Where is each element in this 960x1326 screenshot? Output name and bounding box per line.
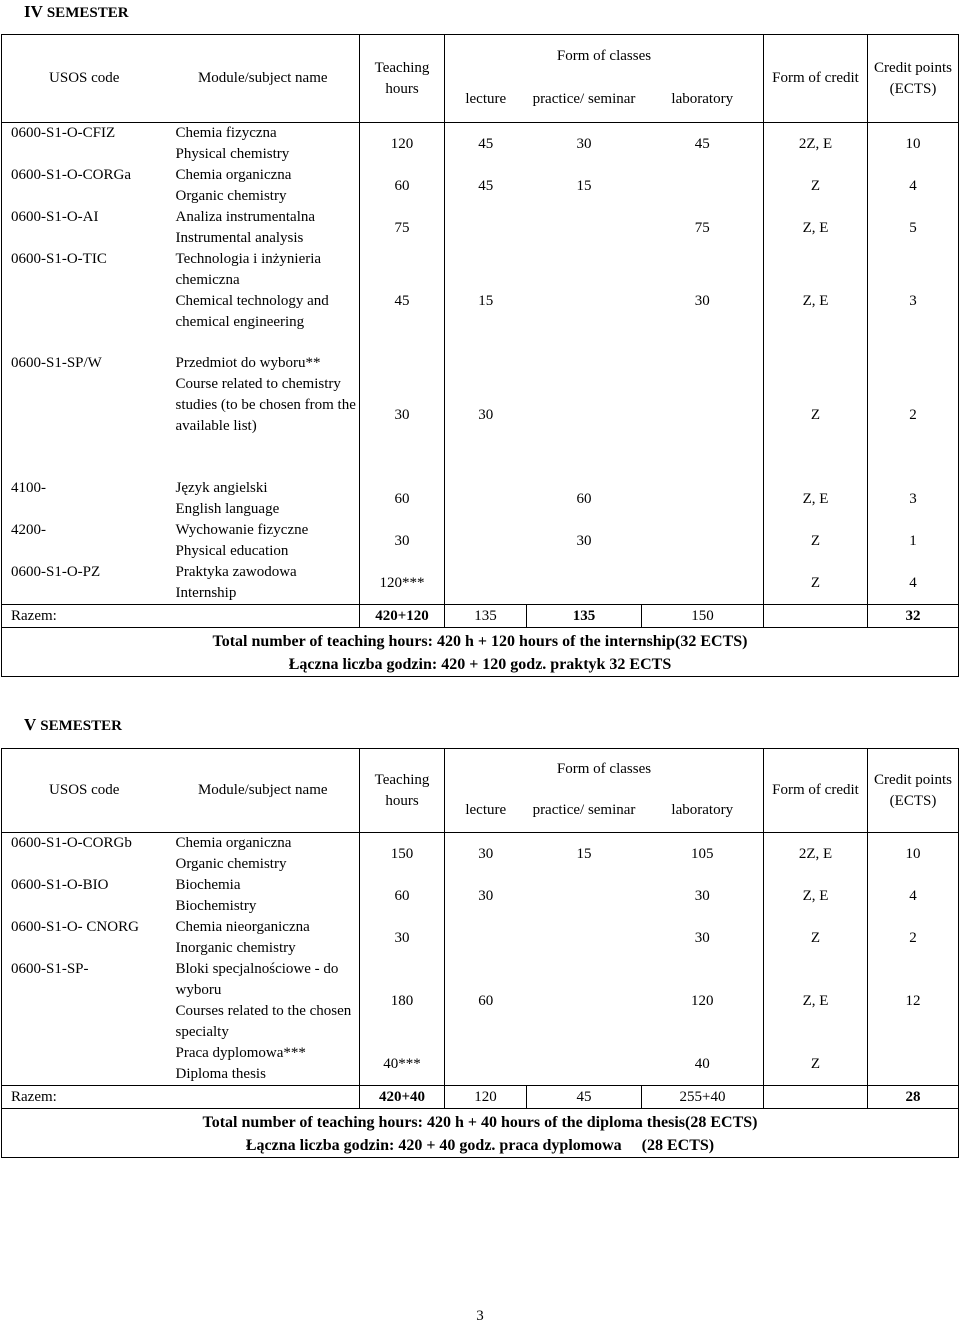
course-name-en: Instrumental analysis (175, 230, 304, 246)
course-lecture (445, 562, 527, 605)
course-hours: 75 (360, 207, 445, 249)
header-teaching-hours: Teaching hours (360, 749, 445, 833)
course-practice (527, 875, 642, 917)
razem-label: Razem: (2, 1086, 360, 1109)
page-number: 3 (476, 1308, 484, 1324)
course-lab (642, 562, 764, 605)
course-practice (527, 917, 642, 959)
course-code: 0600-S1-O-CFIZ (2, 123, 167, 166)
course-hours: 120 (360, 123, 445, 166)
course-practice (527, 207, 642, 249)
course-lecture (445, 917, 527, 959)
header-form-of-credit: Form of credit (764, 749, 868, 833)
course-credit: Z, E (764, 478, 868, 520)
course-name-en: Internship (175, 585, 237, 601)
course-code: 0600-S1-O-AI (2, 207, 167, 249)
course-name-en: English language (175, 501, 280, 517)
course-lab: 105 (642, 833, 764, 876)
total-hours-en: Total number of teaching hours: 420 h + 40 hours of the diploma thesis(28 ECTS) (2, 1109, 959, 1135)
header-lecture: lecture (445, 789, 527, 833)
razem-lecture: 120 (445, 1086, 527, 1109)
course-row (2, 833, 959, 876)
course-lab: 75 (694, 219, 710, 236)
course-row (2, 353, 959, 478)
course-code: 0600-S1-O-BIO (2, 875, 167, 917)
course-lecture (445, 478, 527, 520)
semester-4-table (1, 34, 959, 677)
header-form-of-classes: Form of classes (445, 749, 764, 790)
course-hours: 40*** (360, 1043, 445, 1086)
course-name-pl: Przedmiot do wyboru** (175, 355, 321, 371)
course-hours: 60 (360, 875, 445, 917)
course-name-en: Physical education (175, 543, 289, 559)
razem-practice: 135 (527, 605, 642, 628)
course-name-pl: Praktyka zawodowa (175, 564, 297, 580)
header-usos-code: USOS code (2, 749, 167, 833)
course-code (2, 1043, 167, 1086)
course-row (2, 249, 959, 353)
course-name (167, 875, 360, 917)
course-lab (642, 520, 764, 562)
header-ects: Credit points (ECTS) (868, 749, 959, 833)
semester-4-title (24, 2, 129, 22)
razem-lab: 150 (642, 605, 764, 628)
course-credit: Z, E (764, 875, 868, 917)
course-name (167, 562, 360, 605)
course-name-pl: Technologia i inżynieria chemiczna (175, 251, 322, 288)
course-credit: Z (764, 520, 868, 562)
course-practice: 30 (576, 532, 592, 549)
razem-label: Razem: (2, 605, 360, 628)
course-lecture: 45 (445, 165, 527, 207)
course-credit: Z (764, 562, 868, 605)
header-ects: Credit points (ECTS) (868, 35, 959, 123)
course-credit: Z (764, 917, 868, 959)
course-name-en: Biochemistry (175, 898, 257, 914)
course-name-en: Diploma thesis (175, 1066, 266, 1082)
course-hours: 120*** (360, 562, 445, 605)
course-ects (868, 1043, 959, 1086)
razem-credit (764, 605, 868, 628)
course-ects: 2 (868, 917, 959, 959)
course-ects: 3 (868, 249, 959, 353)
razem-ects: 32 (868, 605, 959, 628)
course-name-en: Course related to chemistry studies (to be chosen from the available list) (175, 376, 356, 434)
course-row (2, 1043, 959, 1086)
course-name-pl: Wychowanie fizyczne (175, 522, 309, 538)
course-ects: 2 (868, 353, 959, 478)
course-name-en: Courses related to the chosen specialty (175, 1003, 352, 1040)
course-lab: 30 (694, 292, 710, 309)
course-ects: 4 (868, 875, 959, 917)
course-code: 0600-S1-O-CORGb (2, 833, 167, 876)
course-credit: Z (764, 353, 868, 478)
course-lab (642, 353, 764, 478)
total-hours-pl: Łączna liczba godzin: 420 + 40 godz. praca dyplomowa (28 ECTS) (2, 1134, 959, 1158)
course-lecture: 60 (445, 959, 527, 1043)
semester-5-title (24, 715, 122, 735)
semester-5-roman: V (24, 715, 36, 734)
razem-credit (764, 1086, 868, 1109)
course-name-pl: Chemia fizyczna (175, 125, 277, 141)
course-practice (527, 562, 642, 605)
course-name (167, 478, 360, 520)
course-credit: Z (764, 1043, 868, 1086)
course-name (167, 833, 360, 876)
course-hours: 150 (360, 833, 445, 876)
header-laboratory: laboratory (671, 802, 734, 818)
course-ects: 3 (868, 478, 959, 520)
course-hours: 30 (360, 520, 445, 562)
course-lecture (445, 1043, 527, 1086)
razem-practice: 45 (527, 1086, 642, 1109)
course-row (2, 478, 959, 520)
course-name-pl: Chemia nieorganiczna (175, 919, 310, 935)
course-code: 0600-S1-SP/W (2, 353, 167, 478)
course-name-en: Inorganic chemistry (175, 940, 296, 956)
course-row (2, 562, 959, 605)
course-practice: 30 (527, 123, 642, 166)
course-credit: Z (764, 165, 868, 207)
course-hours: 60 (360, 165, 445, 207)
course-name-en: Organic chemistry (175, 188, 287, 204)
course-ects: 12 (868, 959, 959, 1043)
course-name-pl: Chemia organiczna (175, 835, 292, 851)
course-ects: 4 (868, 562, 959, 605)
course-name (167, 249, 360, 353)
header-usos-code: USOS code (2, 35, 167, 123)
course-row (2, 165, 959, 207)
course-lecture (445, 207, 527, 249)
course-hours: 180 (360, 959, 445, 1043)
course-row (2, 959, 959, 1043)
course-name (167, 917, 360, 959)
course-credit: Z, E (764, 207, 868, 249)
course-name-pl: Język angielski (175, 480, 268, 496)
course-ects: 10 (868, 123, 959, 166)
header-module-name: Module/subject name (167, 749, 360, 833)
course-credit: Z, E (764, 959, 868, 1043)
course-ects: 4 (868, 165, 959, 207)
semester-4-roman: IV (24, 2, 43, 21)
course-name (167, 165, 360, 207)
course-name-pl: Chemia organiczna (175, 167, 292, 183)
course-hours: 30 (360, 353, 445, 478)
course-lecture: 30 (445, 875, 527, 917)
header-laboratory: laboratory (671, 91, 734, 107)
razem-lab: 255+40 (642, 1086, 764, 1109)
course-practice (527, 353, 642, 478)
course-lab: 120 (691, 992, 714, 1009)
course-lab (642, 165, 764, 207)
header-practice: practice/ seminar (532, 802, 636, 818)
course-name (167, 207, 360, 249)
header-module-name: Module/subject name (167, 35, 360, 123)
course-name-en: Physical chemistry (175, 146, 290, 162)
course-name-pl: Analiza instrumentalna (175, 209, 316, 225)
course-name (167, 1043, 360, 1086)
course-name (167, 123, 360, 166)
course-practice: 15 (576, 177, 592, 194)
header-teaching-hours: Teaching hours (360, 35, 445, 123)
course-row (2, 917, 959, 959)
course-ects: 10 (868, 833, 959, 876)
header-lecture: lecture (445, 77, 527, 123)
course-lab (642, 478, 764, 520)
razem-ects: 28 (868, 1086, 959, 1109)
course-name-pl: Bloki specjalnościowe - do wyboru (175, 961, 339, 998)
razem-lecture: 135 (445, 605, 527, 628)
course-credit: 2Z, E (764, 123, 868, 166)
course-hours: 30 (360, 917, 445, 959)
course-name-en: Chemical technology and chemical engineering (175, 293, 329, 330)
course-lab: 45 (642, 123, 764, 166)
course-code: 0600-S1-SP- (2, 959, 167, 1043)
course-code: 0600-S1-O-TIC (2, 249, 167, 353)
course-lab: 30 (694, 929, 710, 946)
razem-hours: 420+120 (360, 605, 445, 628)
total-hours-pl: Łączna liczba godzin: 420 + 120 godz. praktyk 32 ECTS (2, 653, 959, 677)
header-practice: practice/ seminar (532, 91, 636, 107)
course-ects: 5 (868, 207, 959, 249)
course-name-pl: Praca dyplomowa*** (175, 1045, 306, 1061)
course-credit: Z, E (764, 249, 868, 353)
course-name-en: Organic chemistry (175, 856, 287, 872)
course-code: 4100- (2, 478, 167, 520)
semester-4-word: SEMESTER (46, 5, 129, 21)
course-lab: 40 (694, 1055, 710, 1072)
semester-5-table (1, 748, 959, 1158)
course-practice: 60 (576, 490, 592, 507)
course-row (2, 207, 959, 249)
course-code: 0600-S1-O-CORGa (2, 165, 167, 207)
course-practice (527, 249, 642, 353)
course-credit: 2Z, E (764, 833, 868, 876)
course-name (167, 353, 360, 478)
course-name (167, 520, 360, 562)
header-form-of-credit: Form of credit (764, 35, 868, 123)
course-lecture: 30 (445, 833, 527, 876)
course-row (2, 520, 959, 562)
course-ects: 1 (868, 520, 959, 562)
course-practice (527, 959, 642, 1043)
course-code: 4200- (2, 520, 167, 562)
course-lecture: 15 (445, 249, 527, 353)
total-hours-en: Total number of teaching hours: 420 h + 120 hours of the internship(32 ECTS) (2, 628, 959, 654)
course-lab: 30 (694, 887, 710, 904)
course-row (2, 123, 959, 166)
course-lecture: 30 (445, 353, 527, 478)
course-lecture: 45 (445, 123, 527, 166)
course-hours: 60 (360, 478, 445, 520)
course-row (2, 875, 959, 917)
semester-5-word: SEMESTER (40, 718, 122, 734)
course-hours: 45 (360, 249, 445, 353)
course-name-pl: Biochemia (175, 877, 241, 893)
course-code: 0600-S1-O-PZ (2, 562, 167, 605)
course-practice (527, 1043, 642, 1086)
course-lecture (445, 520, 527, 562)
course-practice: 15 (527, 833, 642, 876)
course-name (167, 959, 360, 1043)
razem-hours: 420+40 (360, 1086, 445, 1109)
header-form-of-classes: Form of classes (445, 35, 764, 78)
course-code: 0600-S1-O- CNORG (2, 917, 167, 959)
